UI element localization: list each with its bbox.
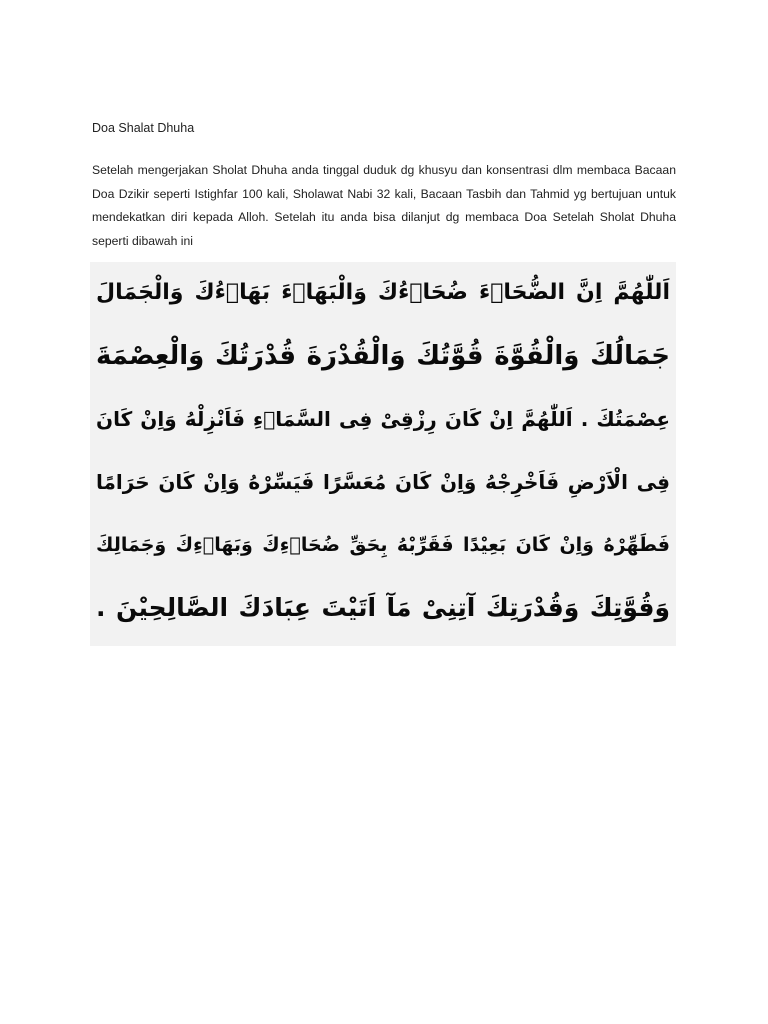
prayer-line-4: فِى الْاَرْضِ فَاَخْرِجْهُ وَاِنْ كَانَ مُعَسَّرًا فَيَسِّرْهُ وَاِنْ كَانَ حَرَامًا xyxy=(96,470,670,494)
prayer-line-3: عِصْمَتُكَ . اَللّٰهُمَّ اِنْ كَانَ رِزْقِىْ فِى السَّمَاۤءِ فَاَنْزِلْهُ وَاِنْ كَانَ xyxy=(96,407,670,431)
prayer-line-2: جَمَالُكَ وَالْقُوَّةَ قُوَّتُكَ وَالْقُدْرَةَ قُدْرَتُكَ وَالْعِصْمَةَ xyxy=(96,341,670,371)
prayer-line-6: وَقُوَّتِكَ وَقُدْرَتِكَ آتِنِىْ مَآ اَتَيْتَ عِبَادَكَ الصَّالِحِيْنَ . xyxy=(96,593,670,622)
document-title: Doa Shalat Dhuha xyxy=(92,121,195,135)
prayer-line-1: اَللّٰهُمَّ اِنَّ الضُّحَاۤءَ ضُحَاۤءُكَ وَالْبَهَاۤءَ بَهَاۤءُكَ وَالْجَمَالَ xyxy=(96,280,670,305)
intro-paragraph: Setelah mengerjakan Sholat Dhuha anda tinggal duduk dg khusyu dan konsentrasi dlm membaca Bacaan Doa Dzikir seperti Istighfar 100 kali, Sholawat Nabi 32 kali, Bacaan Tasbih dan Tahmid yg bertujuan untuk mendekatkan diri kepada Alloh. Setelah itu anda bisa dilanjut dg membaca Doa Setelah Sholat Dhuha seperti dibawah ini xyxy=(92,163,676,248)
prayer-text-image xyxy=(90,262,676,646)
prayer-line-5: فَطَهِّرْهُ وَاِنْ كَانَ بَعِيْدًا فَقَرِّبْهُ بِحَقِّ ضُحَاۤءِكَ وَبَهَاۤءِكَ وَجَمَالِكَ xyxy=(96,534,670,556)
